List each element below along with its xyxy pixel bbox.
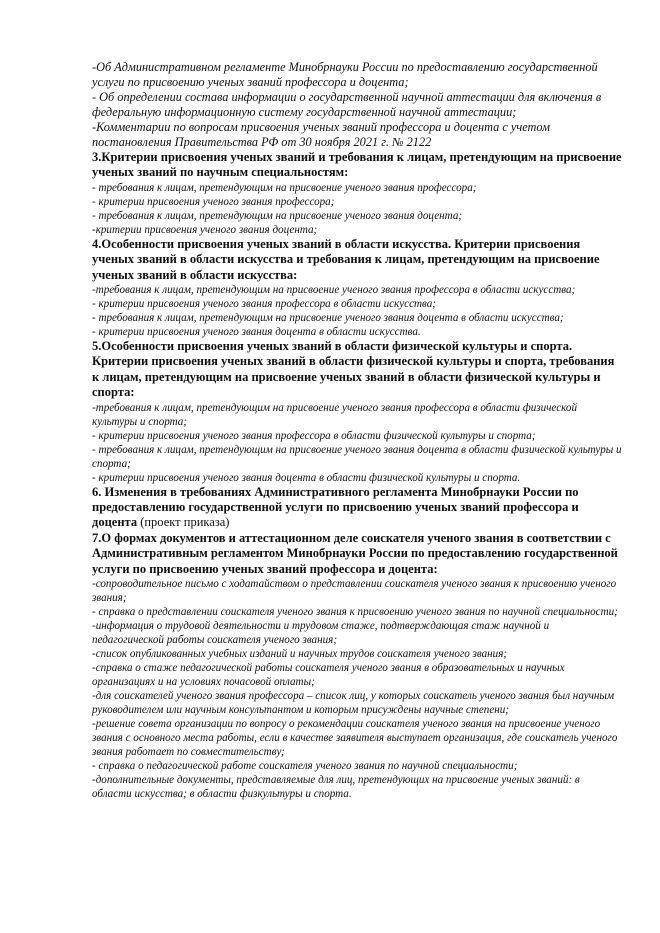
section-6-title-text: 6. Изменения в требованиях Административного регламента Минобрнауки России по предоставлению государственной услуги по присвоению ученых званий профессора и доцента — [92, 484, 579, 530]
section-3-title: 3.Критерии присвоения ученых званий и требования к лицам, претендующим на присвоение ученых званий по научным специальностям: — [92, 150, 622, 180]
section-7-item: -справка о стаже педагогической работы соискателя ученого звания в образовательных и научных организациях и на условиях почасовой оплаты; — [92, 662, 565, 689]
section-7-item: -дополнительные документы, представляемые для лиц, претендующих на присвоение ученых званий: в области искусства; в области физкультуры и спорта. — [92, 774, 580, 801]
section-7-title: 7.О формах документов и аттестационном деле соискателя ученого звания в соответствии с Административным регламентом Минобрнауки России по предоставлению государственной услуги по присвоению ученых званий профессора и доцента: — [92, 530, 618, 576]
section-6-note: (проект приказа) — [137, 515, 230, 530]
section-5-item: -требования к лицам, претендующим на присвоение ученого звания профессора в области физической культуры и спорта; — [92, 401, 577, 428]
section-7-item: -для соискателей ученого звания профессора – список лиц, у которых соискатель ученого звания был научным руководителем или научным консультантом и которым присуждены научные степени; — [92, 690, 615, 717]
section-4-item: - критерии присвоения ученого звания доцента в области искусства. — [92, 326, 421, 339]
section-4-item: - требования к лицам, претендующим на присвоение ученого звания доцента в области искусства; — [92, 312, 564, 325]
document-page — [92, 60, 622, 801]
intro-item-3: -Комментарии по вопросам присвоения ученых званий профессора и доцента с учетом постановления Правительства РФ от 30 ноября 2021 г. № 2122 — [92, 120, 550, 149]
section-4-title: 4.Особенности присвоения ученых званий в области искусства. Критерии присвоения ученых званий в области искусства и требования к лицам, претендующим на присвоение ученых званий в области искусства: — [92, 236, 600, 282]
intro-item-1: -Об Административном регламенте Минобрнауки России по предоставлению государственной услуги по присвоению ученых званий профессора и доцента; — [92, 60, 598, 89]
section-3-item: - критерии присвоения ученого звания профессора; — [92, 195, 335, 208]
section-3-item: -критерии присвоения ученого звания доцента; — [92, 223, 318, 236]
section-5-item: - критерии присвоения ученого звания профессора в области физической культуры и спорта; — [92, 429, 536, 442]
section-4-item: - критерии присвоения ученого звания профессора в области искусства; — [92, 298, 436, 311]
section-7-item: -список опубликованных учебных изданий и научных трудов соискателя ученого звания; — [92, 648, 508, 661]
section-3-item: - требования к лицам, претендующим на присвоение ученого звания профессора; — [92, 181, 477, 194]
intro-item-2: - Об определении состава информации о государственной научной аттестации для включения в федеральную информационную систему государственной научной аттестации; — [92, 90, 602, 119]
section-7-item: -информация о трудовой деятельности и трудовом стаже, подтверждающая стаж научной и педагогической работы соискателя ученого звания; — [92, 620, 550, 647]
section-7-item: - справка о педагогической работе соискателя ученого звания по научной специальности; — [92, 760, 518, 773]
section-5-title: 5.Особенности присвоения ученых званий в области физической культуры и спорта. Критерии присвоения ученых званий в области физической культуры и спорта, требования к лицам, претендующим на присвоение ученых званий в области физической культуры и спорта: — [92, 339, 615, 400]
section-3-item: - требования к лицам, претендующим на присвоение ученого звания доцента; — [92, 209, 463, 222]
section-7-item: - справка о представлении соискателя ученого звания к присвоению ученого звания по научной специальности; — [92, 606, 618, 619]
section-7-item: -сопроводительное письмо с ходатайством о представлении соискателя ученого звания к присвоению ученого звания; — [92, 578, 617, 605]
section-7-item: -решение совета организации по вопросу о рекомендации соискателя ученого звания на присвоение ученого звания с основного места работы, если в качестве заявителя выступает организация, где соискатель ученого звания работает по совместительству; — [92, 718, 618, 759]
section-6-title — [92, 485, 622, 531]
section-5-item: - критерии присвоения ученого звания доцента в области физической культуры и спорта. — [92, 471, 521, 484]
section-4-item: -требования к лицам, претендующим на присвоение ученого звания профессора в области искусства; — [92, 284, 576, 297]
section-5-item: - требования к лицам, претендующим на присвоение ученого звания доцента в области физической культуры и спорта; — [92, 443, 622, 470]
